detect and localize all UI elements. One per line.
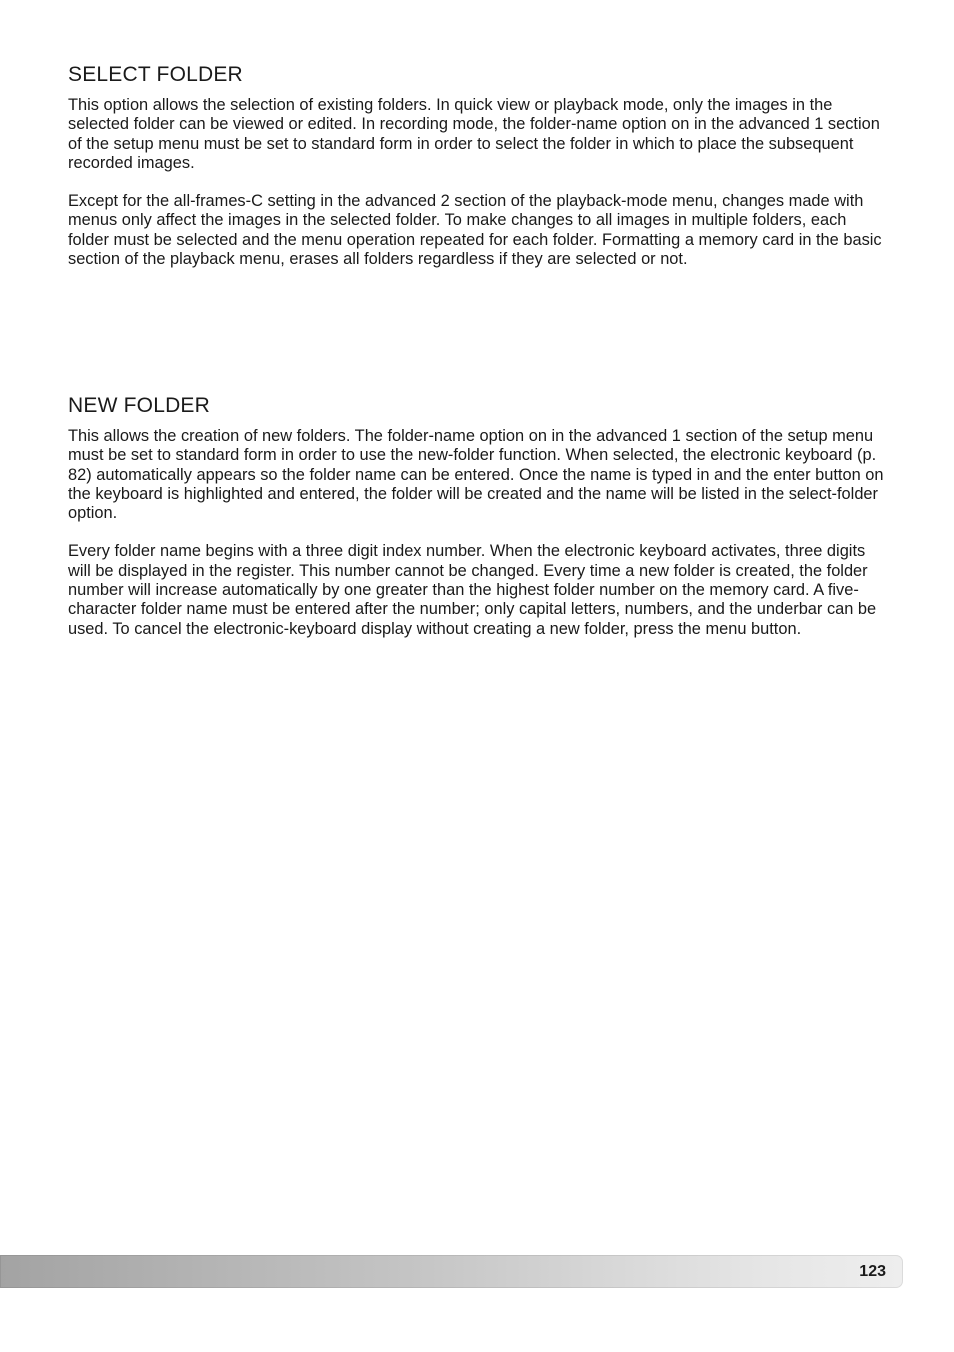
paragraph: Except for the all-frames-C setting in the advanced 2 section of the playback-mode menu, changes made with menus only affect the images in the selected folder. To make changes to all images in multiple folders, each folder must be selected and the menu operation repeated for each folder. Formatting a memory card in the basic section of the playback menu, erases all folders regardless if they are selected or not. — [68, 192, 882, 269]
paragraph: This allows the creation of new folders. The folder-name option on in the advanced 1 section of the setup menu must be set to standard form in order to use the new-folder function. When selected, the electronic keyboard (p. 82) automatically appears so the folder name can be entered. Once the name is typed in and the enter button on the keyboard is highlighted and entered, the folder will be created and the name will be listed in the select-folder option. — [68, 427, 884, 523]
section-select-folder — [68, 62, 890, 288]
page-number: 123 — [859, 1263, 886, 1280]
section-title: NEW FOLDER — [68, 394, 211, 417]
section-new-folder — [68, 393, 890, 658]
paragraph: Every folder name begins with a three digit index number. When the electronic keyboard activates, three digits will be displayed in the register. This number cannot be changed. Every time a new folder is created, the folder number will increase automatically by one greater than the highest folder number on the memory card. A five-character folder name must be entered after the number; only capital letters, numbers, and the underbar can be used. To cancel the electronic-keyboard display without creating a new folder, press the menu button. — [68, 542, 877, 638]
paragraph: This option allows the selection of existing folders. In quick view or playback mode, only the images in the selected folder can be viewed or edited. In recording mode, the folder-name option on in the advanced 1 section of the setup menu must be set to standard form in order to select the folder in which to place the subsequent recorded images. — [68, 96, 880, 172]
footer-bar — [0, 1255, 903, 1288]
section-title: SELECT FOLDER — [68, 63, 243, 86]
